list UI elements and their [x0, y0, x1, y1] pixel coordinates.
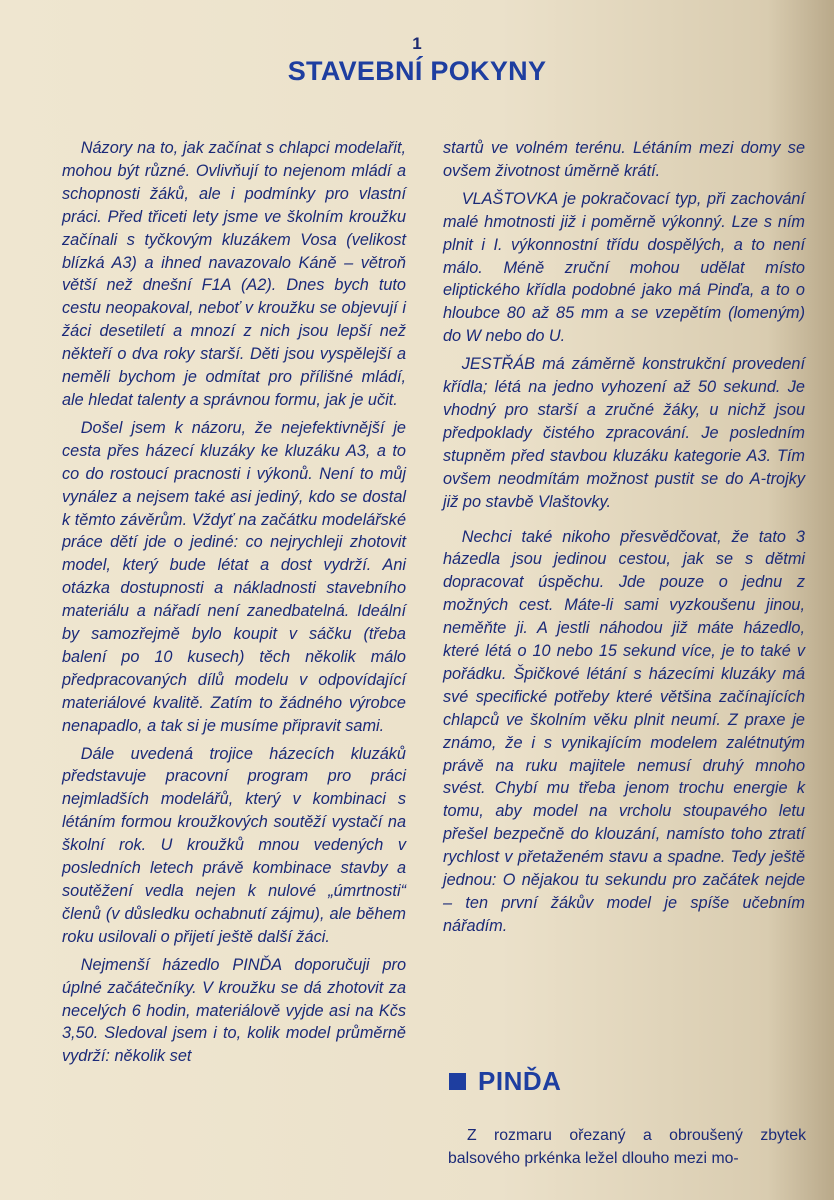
section-text — [448, 1124, 806, 1170]
paragraph: JESTŘÁB má záměrně konstrukční provedení křídla; létá na jedno vyhození až 50 sekund. Je vhodný pro starší a zručné žáky, u nichž jsou předpoklady čistého zpracování. Je posledním stupněm před stavbou kluzáku kategorie A3. Tím ovšem neodmítám možnost pustit se do A-trojky již po stavbě Vlaštovky. — [443, 355, 805, 511]
paragraph: Došel jsem k názoru, že nejefektivnější je cesta přes házecí kluzáky ke kluzáku A3, a to co do rostoucí pracnosti i výkonů. Není to můj vynález a nejsem také asi jediný, kdo se dostal k těmto závěrům. Vždyť na začátku modelářské práce dětí jde o jediné: co nejrychleji zhotovit model, který bude létat a dost vydrží. Ani otázka dostupnosti a nákladnosti stavebního materiálu a nářadí není zanedbatelná. Ideální by samozřejmě bylo koupit v sáčku (třeba balení po 10 kusech) těch několik málo předpracovaných dílů modelu v odpovídající materiálové kvalitě. Zatím to žádného výrobce nenapadlo, a tak si je musíme připravit sami. — [62, 418, 406, 735]
page-title: STAVEBNÍ POKYNY — [287, 56, 547, 86]
paragraph: Názory na to, jak začínat s chlapci modelařit, mohou být různé. Ovlivňují to nejenom mládí a schopnosti žáků, ale i podmínky pro vlastní práci. Před třiceti lety jsme ve školním kroužku začínali s tyčkovým kluzákem Vosa (velikost blízká A3) a ihned navazovalo Káně – větroň větší než dnešní F1A (A2). Dnes bych tuto cestu neopakoval, neboť v kroužku se objevují i žáci desetiletí a mnozí z nich jsou lepší než někteří o dva roky starší. Děti jsou vyspělejší a neměli bychom je odmítat pro přílišné mládí, ale hledat talenty a správnou formu, jak je učit. — [62, 139, 406, 409]
paragraph: Nechci také nikoho přesvědčovat, že tato 3 házedla jsou jedinou cestou, jak se s dětmi dopracovat úspěchu. Jde pouze o jednu z možných cest. Máte-li sami vyzkoušenu jinou, neměňte ji. A jestli náhodou již máte házedlo, které létá o 10 nebo 15 sekund více, je to také v pořádku. Špičkové létání s házecími kluzáky má své specifické potřeby které většina začínajících chlapců ve školním věku plnit neumí. Z praxe je známo, že i s vynikajícím modelem zalétnutým právě na ruku majitele nemusí druhý mnoho svést. Chybí mu třeba jenom trochu energie k tomu, aby model na vrcholu stoupavého letu přešel bezpečně do klouzání, namísto toho ztratí rychlost v přetaženém stavu a spadne. Tedy ještě jednou: O nějakou tu sekundu pro začátek nejde – ten první žákův model je spíše učebním nářadím. — [443, 527, 805, 935]
left-column — [62, 137, 406, 1068]
paragraph: Nejmenší házedlo PINĎA doporučuji pro úplné začátečníky. V kroužku se dá zhotovit za necelých 6 hodin, materiálově vyjde asi na Kčs 3,50. Sledoval jsem i to, kolik model průměrně vydrží: několik set — [62, 955, 406, 1066]
section-title: PINĎA — [478, 1066, 562, 1096]
right-column — [443, 137, 805, 938]
square-bullet-icon — [449, 1073, 466, 1090]
page-number: 1 — [412, 34, 422, 53]
paragraph: Dále uvedená trojice házecích kluzáků představuje pracovní program pro práci nejmladších modelářů, který v kombinaci s létáním formou kroužkových soutěží vystačí na školní rok. U kroužků mnou vedených v posledních letech právě kombinace stavby a soutěžení vedla nejen k nulové „úmrtnosti“ členů (v důsledku ochabnutí zájmu), ale během roku usilovali o přijetí ještě další žáci. — [62, 744, 406, 946]
paragraph: startů ve volném terénu. Létáním mezi domy se ovšem životnost úměrně krátí. — [443, 139, 805, 180]
paragraph: Z rozmaru ořezaný a obroušený zbytek balsového prkénka ležel dlouho mezi mo- — [448, 1127, 806, 1167]
paragraph: VLAŠTOVKA je pokračovací typ, při zachování malé hmotnosti již i poměrně výkonný. Lze s ním plnit i I. výkonnostní třídu dospělých, a to není málo. Méně zruční mohou udělat místo eliptického křídla podobné jako má Pinďa, a to o hloubce 80 až 85 mm a se vzepětím (lomeným) do W nebo do U. — [443, 189, 805, 346]
section-heading — [449, 1066, 561, 1097]
